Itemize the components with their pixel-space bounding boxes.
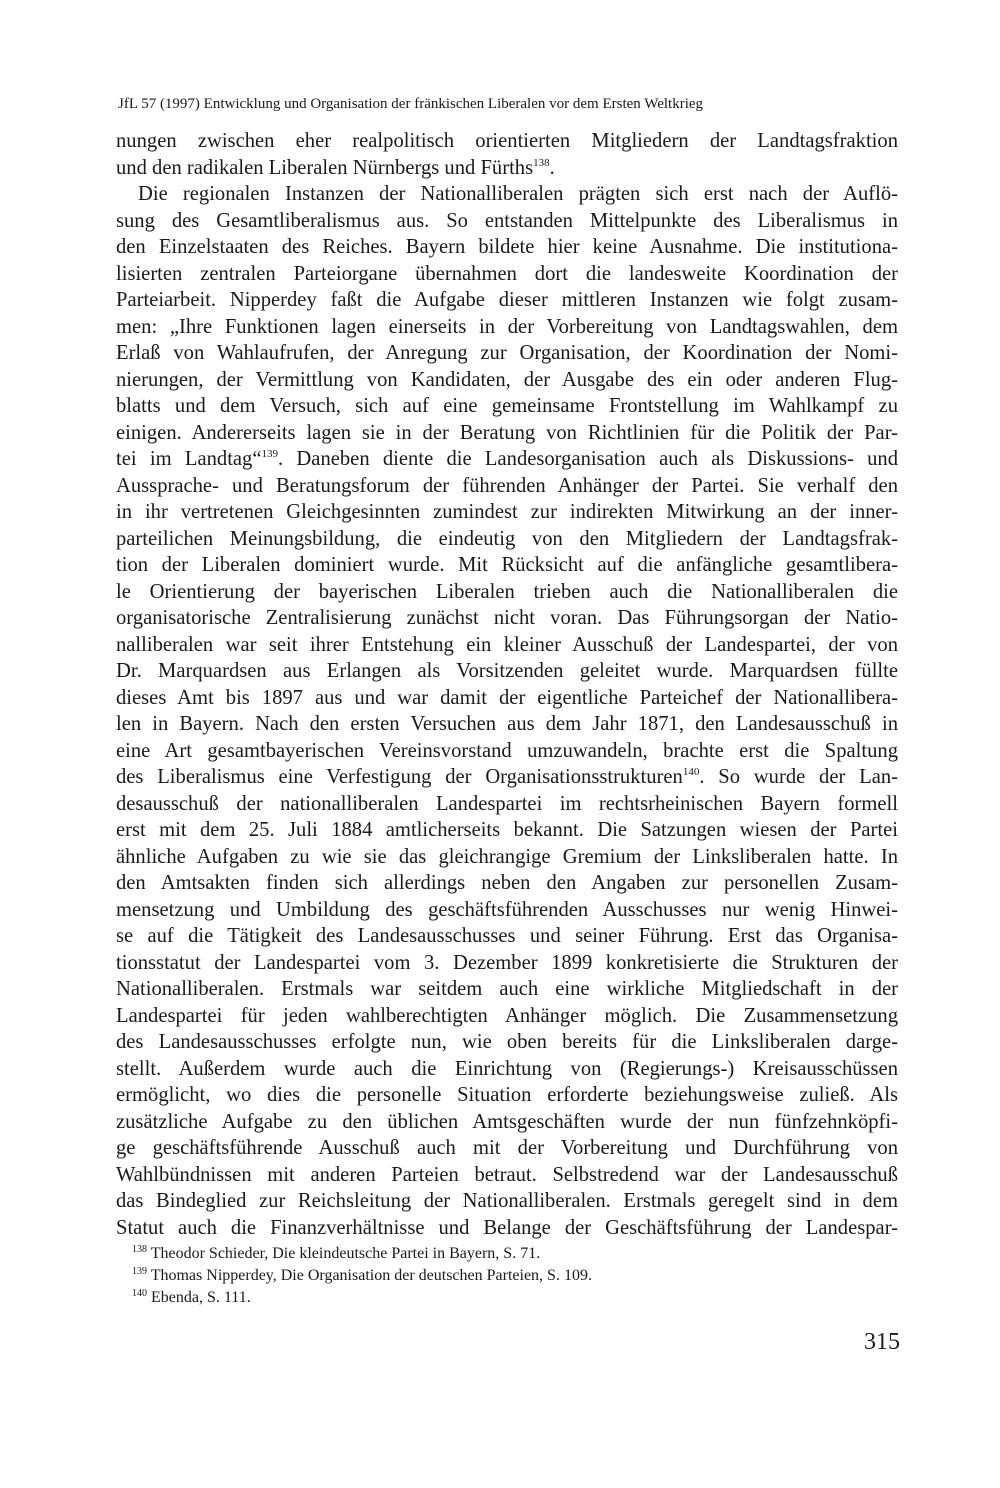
body-line-text: Dr. Marquardsen aus Erlangen als Vorsitzenden geleitet wurde. Marquardsen füllte — [116, 660, 898, 682]
body-line-text: Die regionalen Instanzen der Nationalliberalen prägten sich erst nach der Auflö- — [138, 183, 898, 205]
running-header: JfL 57 (1997) Entwicklung und Organisation der fränkischen Liberalen vor dem Ersten Weltkrieg — [118, 96, 704, 112]
body-line-text: stellt. Außerdem wurde auch die Einrichtung von (Regierungs-) Kreisausschüssen — [116, 1057, 898, 1080]
body-line-text: nungen zwischen eher realpolitisch orientierten Mitgliedern der Landtagsfraktion — [116, 130, 898, 152]
body-line — [116, 870, 898, 897]
body-line — [116, 128, 898, 155]
body-line — [116, 155, 898, 182]
footnote-text: Theodor Schieder, Die kleindeutsche Partei in Bayern, S. 71. — [147, 1245, 541, 1262]
body-line-text: des Liberalismus eine Verfestigung der Organisationsstrukturen — [116, 766, 683, 788]
body-line — [116, 605, 898, 632]
footnote-number: 139 — [132, 1266, 147, 1277]
page-number: 315 — [864, 1329, 900, 1355]
body-line — [116, 685, 898, 712]
body-line — [116, 314, 898, 341]
body-line-text: Erlaß von Wahlaufrufen, der Anregung zur Organisation, der Koordination der Nomi- — [116, 342, 898, 364]
body-line-text: mensetzung und Umbildung des geschäftsführenden Ausschusses nur wenig Hinwei- — [116, 898, 898, 921]
body-line — [116, 1135, 898, 1162]
footnote-ref: 138 — [533, 156, 550, 169]
footnote — [132, 1287, 852, 1309]
body-line — [116, 1003, 898, 1030]
body-line — [116, 1188, 898, 1215]
body-line-text: tion der Liberalen dominiert wurde. Mit Rücksicht auf die anfängliche gesamtlibera- — [116, 554, 898, 576]
footnote-ref: 139 — [261, 448, 278, 460]
body-line — [116, 499, 898, 526]
body-line-text: das Bindeglied zur Reichsleitung der Nationalliberalen. Erstmals geregelt sind in dem — [116, 1190, 898, 1212]
body-line-text: nierungen, der Vermittlung von Kandidaten, der Ausgabe des ein oder anderen Flug- — [116, 368, 898, 391]
body-line — [116, 1215, 898, 1242]
footnotes — [132, 1243, 852, 1309]
body-line — [116, 340, 898, 367]
body-line-text: organisatorische Zentralisierung zunächst nicht voran. Das Führungsorgan der Natio- — [116, 607, 898, 629]
body-line-text: des Landesausschusses erfolgte nun, wie oben bereits für die Linksliberalen darge- — [116, 1031, 898, 1053]
body-line — [116, 764, 898, 791]
body-line — [116, 393, 898, 420]
body-line — [116, 844, 898, 871]
body-line — [116, 181, 898, 208]
body-line-text: Landespartei für jeden wahlberechtigten Anhänger möglich. Die Zusammensetzung — [116, 1004, 898, 1027]
body-line-text-after: . Daneben diente die Landesorganisation auch als Diskussions- und — [278, 448, 898, 470]
body-line-text: ähnliche Aufgaben zu wie sie das gleichrangige Gremium der Linksliberalen hatte. In — [116, 845, 898, 868]
body-line-text: Wahlbündnissen mit anderen Parteien betraut. Selbstredend war der Landesausschuß — [116, 1163, 898, 1186]
body-line-text: Aussprache- und Beratungsforum der führenden Anhänger der Partei. Sie verhalf den — [116, 474, 898, 497]
body-line — [116, 976, 898, 1003]
footnote — [132, 1265, 852, 1287]
body-line-text: le Orientierung der bayerischen Liberalen trieben auch die Nationalliberalen die — [116, 580, 898, 603]
body-line-text: ermöglicht, wo dies die personelle Situation erforderte beziehungsweise zuließ. Als — [116, 1084, 898, 1106]
body-line — [116, 1162, 898, 1189]
body-line — [116, 923, 898, 950]
body-line-text-after: . So wurde der Lan- — [699, 766, 898, 788]
body-line-text: einigen. Andererseits lagen sie in der Beratung von Richtlinien für die Politik der Par- — [116, 421, 898, 444]
body-line-text: nalliberalen war seit ihrer Entstehung ein kleiner Ausschuß der Landespartei, der von — [116, 633, 898, 656]
body-line — [116, 234, 898, 261]
body-line — [116, 738, 898, 765]
body-line — [116, 1029, 898, 1056]
body-line — [116, 420, 898, 447]
body-line — [116, 791, 898, 818]
body-line — [116, 632, 898, 659]
footnote-text: Ebenda, S. 111. — [147, 1289, 251, 1306]
body-line — [116, 208, 898, 235]
body-line-text: und den radikalen Liberalen Nürnbergs und Fürths — [116, 156, 534, 179]
body-line-text: Nationalliberalen. Erstmals war seitdem auch eine wirkliche Mitgliedschaft in der — [116, 978, 898, 1000]
body-line-text: desausschuß der nationalliberalen Landespartei im rechtsrheinischen Bayern formell — [116, 792, 898, 815]
body-line — [116, 950, 898, 977]
body-line-text: Parteiarbeit. Nipperdey faßt die Aufgabe dieser mittleren Instanzen wie folgt zusam- — [116, 289, 898, 311]
body-line — [116, 473, 898, 500]
body-line — [116, 1082, 898, 1109]
body-line-text: blatts und dem Versuch, sich auf eine gemeinsame Frontstellung im Wahlkampf zu — [116, 395, 898, 417]
body-line-text: Statut auch die Finanzverhältnisse und Belange der Geschäftsführung der Landespar- — [116, 1216, 898, 1239]
body-line — [116, 1056, 898, 1083]
body-line — [116, 658, 898, 685]
body-line-text: lisierten zentralen Parteiorgane übernahmen dort die landesweite Koordination der — [116, 262, 898, 285]
body-text — [116, 128, 898, 1241]
footnote — [132, 1243, 852, 1265]
body-line-text: den Amtsakten finden sich allerdings neben den Angaben zur personellen Zusam- — [116, 872, 898, 894]
footnote-text: Thomas Nipperdey, Die Organisation der deutschen Parteien, S. 109. — [147, 1267, 592, 1284]
body-line-text: ge geschäftsführende Ausschuß auch mit der Vorbereitung und Durchführung von — [116, 1137, 898, 1159]
body-line — [116, 1109, 898, 1136]
footnote-ref: 140 — [682, 766, 700, 778]
body-line-text: eine Art gesamtbayerischen Vereinsvorstand umzuwandeln, brachte erst die Spaltung — [116, 739, 898, 762]
body-line-text: tei im Landtag“ — [116, 448, 262, 470]
body-line-text: den Einzelstaaten des Reiches. Bayern bildete hier keine Ausnahme. Die institutiona- — [116, 236, 898, 258]
body-line-text: se auf die Tätigkeit des Landesausschusses und seiner Führung. Erst das Organisa- — [116, 925, 898, 947]
body-line — [116, 446, 898, 473]
body-line — [116, 817, 898, 844]
body-line-text-after: . — [549, 156, 555, 179]
body-line — [116, 711, 898, 738]
body-line — [116, 367, 898, 394]
body-line-text: men: „Ihre Funktionen lagen einerseits in der Vorbereitung von Landtagswahlen, dem — [116, 315, 898, 338]
footnote-number: 140 — [132, 1288, 147, 1299]
body-line-text: erst mit dem 25. Juli 1884 amtlicherseits bekannt. Die Satzungen wiesen der Partei — [116, 819, 898, 841]
body-line — [116, 287, 898, 314]
footnote-number: 138 — [132, 1244, 147, 1255]
body-line-text: tionsstatut der Landespartei vom 3. Dezember 1899 konkretisierte die Strukturen der — [116, 951, 898, 974]
body-line-text: len in Bayern. Nach den ersten Versuchen aus dem Jahr 1871, den Landesausschuß in — [116, 713, 898, 735]
body-line-text: dieses Amt bis 1897 aus und war damit der eigentliche Parteichef der Nationallibera- — [116, 686, 898, 709]
body-line — [116, 261, 898, 288]
body-line — [116, 526, 898, 553]
body-line-text: in ihr vertretenen Gleichgesinnten zumindest zur indirekten Mitwirkung an der inner- — [116, 501, 898, 523]
body-line — [116, 552, 898, 579]
body-line-text: sung des Gesamtliberalismus aus. So entstanden Mittelpunkte des Liberalismus in — [116, 209, 898, 232]
body-line — [116, 897, 898, 924]
body-line — [116, 579, 898, 606]
body-line-text: parteilichen Meinungsbildung, die eindeutig von den Mitgliedern der Landtagsfrak- — [116, 527, 898, 550]
body-line-text: zusätzliche Aufgabe zu den üblichen Amtsgeschäften wurde der nun fünfzehnköpfi- — [116, 1110, 898, 1133]
